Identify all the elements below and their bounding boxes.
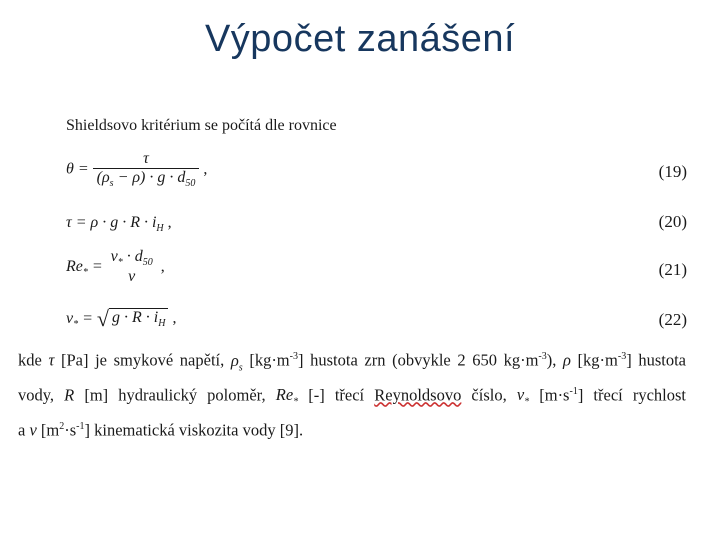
definition-line-2: vody, R [m] hydraulický poloměr, $Re_*$ [-] třecí Reynoldsovo číslo, $v_*$ $[m\cdot s^{-1}]$ třecí rychlost	[18, 385, 686, 408]
intro-text: Shieldsovo kritérium se počítá dle rovnice	[66, 117, 337, 134]
equation-22-number: (22)	[658, 310, 687, 329]
equation-21: $Re_*$ = $v_* \cdot d_{50}$ ν ,	[66, 248, 165, 286]
equation-19-number: (19)	[658, 162, 687, 181]
equation-21-fraction: $v_* \cdot d_{50}$ ν	[110, 248, 153, 286]
slide-title: Výpočet zanášení	[204, 18, 516, 60]
equation-19: θ = $\frac{\tau}{(\rho_s - \rho) \cdot g \cdot d_{50}}$ ,	[66, 150, 208, 190]
equation-20-number: (20)	[658, 212, 687, 231]
square-root: √ $g \cdot R \cdot i_H$	[97, 306, 169, 332]
equation-22: $v_*$ = √ $g \cdot R \cdot i_H$ ,	[66, 306, 177, 331]
equation-20: $\tau = \rho \cdot g \cdot R \cdot i_H$ ,	[66, 214, 172, 235]
equation-21-number: (21)	[658, 260, 687, 279]
definition-line-1: kde τ [Pa] je smykové napětí, $\rho_s$ $[kg\cdot m^{-3}]$ hustota zrn (obvykle 2 650 $kg\cdot m^{-3}$), ρ $[kg\cdot m^{-3}]$ hustota	[18, 350, 686, 373]
definition-line-3: a ν $[m^2\cdot s^{-1}]$ kinematická viskozita vody [9].	[18, 420, 304, 440]
equation-19-fraction: $\frac{\tau}{(\rho_s - \rho) \cdot g \cdot d_{50}}$	[93, 150, 200, 189]
variable-definitions	[18, 345, 686, 442]
